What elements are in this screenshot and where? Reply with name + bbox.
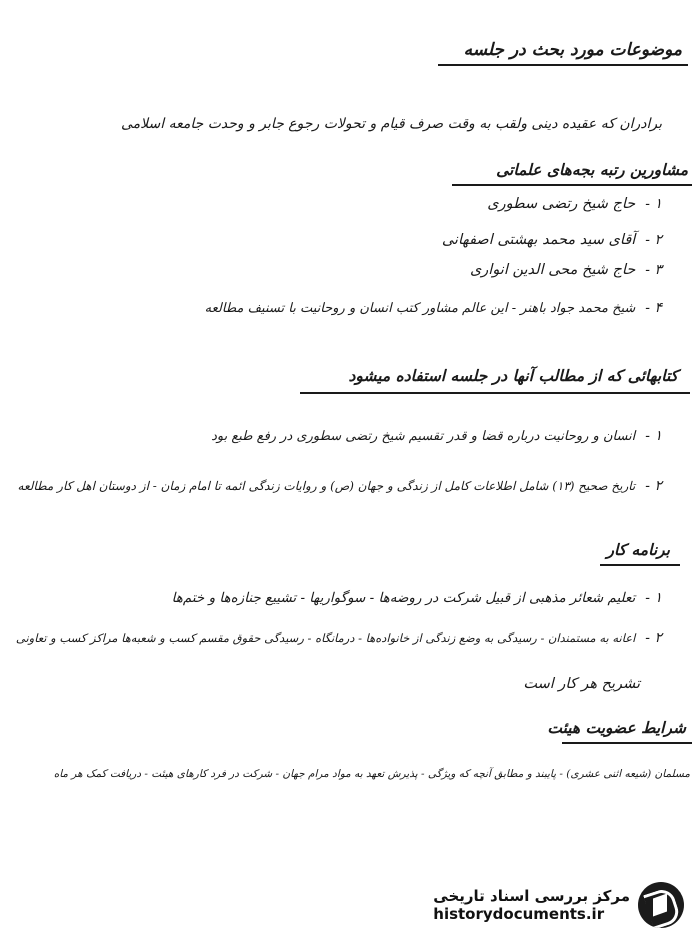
section-underline-program bbox=[600, 564, 680, 566]
book-item: ۲ -تاریخ صحیح (۱۳) شامل اطلاعات کامل از زندگی و جهان (ص) و روایات زندگی ائمه تا امام زمان - از دوستان اهل کار مطالعه bbox=[17, 478, 662, 494]
watermark-url: historydocuments.ir bbox=[433, 905, 605, 923]
advisor-item: ۱ -حاج شیخ رتضی سطوری bbox=[487, 196, 662, 212]
watermark-org-name: مرکز بررسی اسناد تاریخی bbox=[433, 887, 630, 905]
section-heading-books: کتابهائی که از مطالب آنها در جلسه استفاده میشود bbox=[348, 366, 678, 385]
section-heading-program: برنامه کار bbox=[606, 540, 670, 559]
section-underline-membership bbox=[562, 742, 692, 744]
intro-line: برادران که عقیده دینی ولقب به وقت صرف قیام و تحولات رجوع جابر و وحدت جامعه اسلامی bbox=[120, 116, 662, 132]
advisor-item: ۳ -حاج شیخ محی الدین انواری bbox=[469, 262, 662, 278]
program-item: ۱ -تعلیم شعائر مذهبی از قبیل شرکت در روضه‌ها - سوگواریها - تشییع جنازه‌ها و ختم‌ها bbox=[171, 590, 662, 606]
section-underline-advisors bbox=[452, 184, 692, 186]
watermark-text bbox=[433, 887, 630, 923]
book-item: ۱ -انسان و روحانیت درباره قضا و قدر تقسیم شیخ رتضی سطوری در رفع طبع بود bbox=[211, 428, 662, 444]
watermark-logo bbox=[433, 882, 684, 928]
document-title: موضوعات مورد بحث در جلسه bbox=[463, 40, 682, 60]
membership-conditions: مسلمان (شیعه اثنی عشری) - پایبند و مطابق آنچه که ویژگی - پذیرش تعهد به مواد مرام جهان - شرکت در فرد کارهای هیئت - دریافت کمک هر ماه bbox=[53, 768, 690, 780]
document-archive-icon bbox=[638, 882, 684, 928]
program-item-continuation: تشریح هر کار است bbox=[523, 676, 640, 692]
section-heading-membership: شرایط عضویت هیئت bbox=[547, 718, 686, 737]
advisor-item: ۲ -آقای سید محمد بهشتی اصفهانی bbox=[441, 232, 662, 248]
advisor-item: ۴ -شیخ محمد جواد باهنر - این عالم مشاور کتب انسان و روحانیت با تسنیف مطالعه bbox=[204, 300, 662, 316]
title-underline bbox=[438, 64, 688, 66]
section-underline-books bbox=[300, 392, 690, 394]
program-item: ۲ -اعانه به مستمندان - رسیدگی به وضع زندگی از خانواده‌ها - درمانگاه - رسیدگی حقوق مقسم کسب و شعبه‌ها مراکز کسب و تعاونی bbox=[15, 630, 662, 646]
section-heading-advisors: مشاورین رتبه بجه‌های علماتی bbox=[496, 160, 688, 179]
